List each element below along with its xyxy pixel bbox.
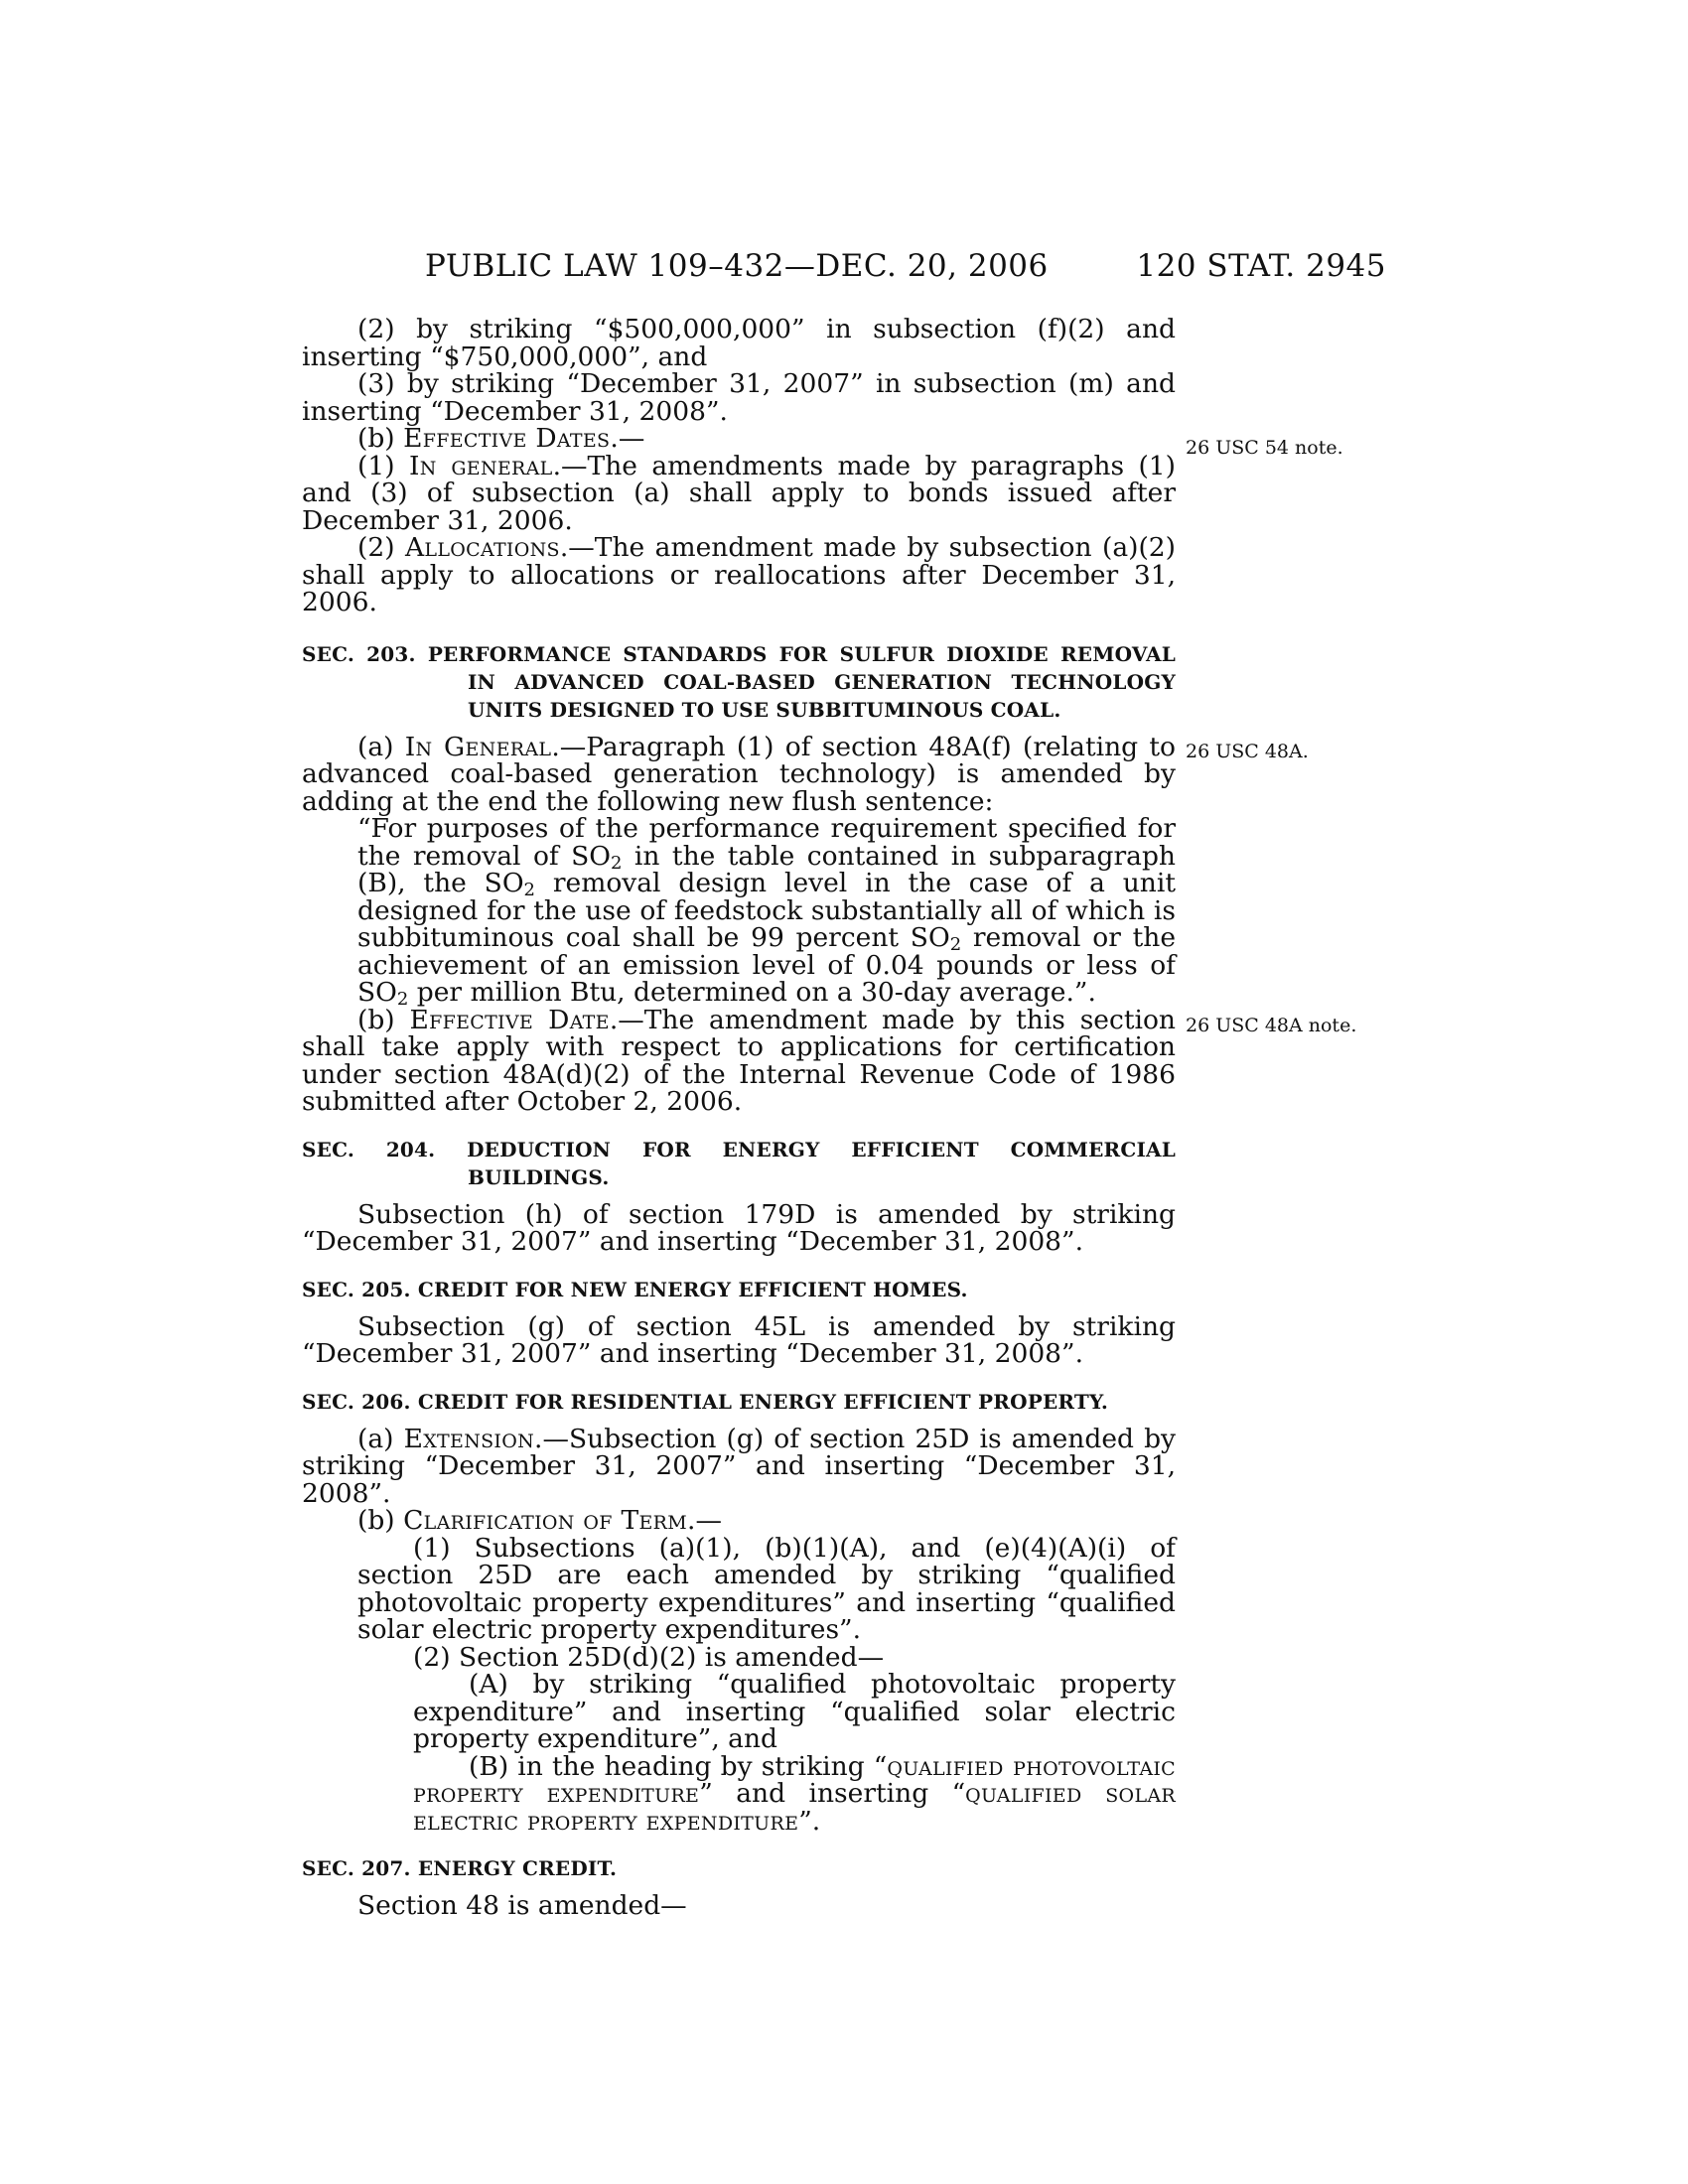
subsection-heading: Effective Dates [403, 423, 611, 454]
margin-note-54: 26 USC 54 note. [1186, 437, 1343, 459]
section-206-b2: (2) Section 25D(d)(2) is amended— [413, 1641, 885, 1673]
paragraph-2: (2) by striking “$500,000,000” in subsection (f)(2) and inserting “$750,000,000”, and [302, 314, 1176, 372]
section-207-text: Section 48 is amended— [357, 1890, 687, 1921]
flush-sentence-quote [302, 813, 1176, 1010]
subscript: 2 [949, 934, 962, 955]
subscript: 2 [611, 852, 623, 874]
section-205-text: Subsection (g) of section 45L is amended by striking “December 31, 2007” and inserting “December 31, 2008”. [302, 1310, 1176, 1369]
paragraph-text: .—The amendments made by paragraphs (1) and (3) of subsection (a) shall apply to bonds issued after December 31, 2006. [302, 450, 1177, 536]
dash: .— [687, 1505, 722, 1536]
paragraph-heading: In general [408, 450, 553, 481]
section-heading-206: SEC. 206. CREDIT FOR RESIDENTIAL ENERGY EFFICIENT PROPERTY. [302, 1389, 1109, 1414]
section-heading-207: SEC. 207. ENERGY CREDIT. [302, 1856, 618, 1880]
paragraph-b2 [302, 534, 1176, 616]
margin-note-48a: 26 USC 48A. [1186, 741, 1309, 762]
label: (a) [357, 731, 405, 762]
subsection-text: .—The amendment made by this section shall take apply with respect to applications for certification under section 48A(d)(2) of the Internal Revenue Code of 1986 submitted after October 2, 2006. [302, 1004, 1176, 1117]
heading-quote: qualified solar electric property expenditure [413, 1778, 1176, 1837]
label: (b) [357, 1004, 410, 1035]
text: (B) in the heading by striking “ [469, 1750, 888, 1782]
page-header [0, 248, 1688, 288]
subsection-text: .—Subsection (g) of section 25D is amended by striking “December 31, 2007” and inserting “December 31, 2008”. [302, 1423, 1177, 1509]
subsection-b-heading [302, 425, 1176, 453]
dash: .— [610, 423, 645, 454]
section-heading-204: SEC. 204. DEDUCTION FOR ENERGY EFFICIENT COMMERCIAL BUILDINGS. [302, 1137, 1176, 1189]
subscript: 2 [396, 989, 409, 1010]
section-206-a [302, 1423, 1177, 1509]
quote-text: removal design level in the case of a unit designed for the use of feedstock substantially all of which is subbituminous coal shall be 99 percent SO [357, 868, 1176, 953]
section-heading-203: SEC. 203. PERFORMANCE STANDARDS FOR SULFUR DIOXIDE REMOVAL IN ADVANCED COAL-BASED GENERATION TECHNOLOGY UNITS DESIGNED TO USE SUBBITUMINOUS COAL. [302, 641, 1176, 722]
text: ”. [798, 1805, 821, 1837]
section-203-b [302, 1004, 1176, 1117]
subsection-heading: Effective Date [409, 1004, 610, 1035]
section-heading-205: SEC. 205. CREDIT FOR NEW ENERGY EFFICIENT HOMES. [302, 1277, 968, 1301]
subscript: 2 [523, 880, 535, 900]
section-206-b2-A: (A) by striking “qualified photovoltaic property expenditure” and inserting “qualified solar electric property expenditure”, and [413, 1669, 1176, 1754]
statute-page-number: 120 STAT. 2945 [1136, 248, 1386, 284]
quote-text: per million Btu, determined on a 30-day average.”. [408, 977, 1096, 1008]
running-head-title: PUBLIC LAW 109–432—DEC. 20, 2006 [425, 248, 1049, 284]
margin-note-48a-note: 26 USC 48A note. [1186, 1015, 1357, 1036]
quote-text: removal or the achievement of an emission level of 0.04 pounds or less of SO [357, 922, 1176, 1008]
quote-text: “For purposes of the performance requirement specified for the removal of SO [357, 813, 1176, 872]
label: (1) [357, 450, 409, 481]
section-206-b1: (1) Subsections (a)(1), (b)(1)(A), and (e)(4)(A)(i) of section 25D are each amended by striking “qualified photovoltaic property expenditures” and inserting “qualified solar electric property expenditures”. [357, 1532, 1176, 1645]
section-204-text: Subsection (h) of section 179D is amended by striking “December 31, 2007” and inserting “December 31, 2008”. [302, 1198, 1176, 1257]
heading-quote: qualified photovoltaic property expenditure [413, 1750, 1176, 1809]
section-206-b [302, 1507, 1176, 1535]
subsection-heading: Extension [403, 1423, 535, 1454]
label: (2) [357, 532, 405, 563]
label: (a) [357, 1423, 404, 1454]
subsection-text: .—Paragraph (1) of section 48A(f) (relating to advanced coal-based generation technology) is amended by adding at the end the following new flush sentence: [302, 731, 1176, 817]
quote-text: in the table contained in subparagraph (B), the SO [357, 840, 1176, 898]
label: (b) [357, 1505, 404, 1536]
section-203-a [302, 731, 1176, 817]
section-206-b2-B [302, 1750, 1176, 1837]
subsection-heading: Clarification of Term [403, 1505, 688, 1536]
paragraph-text: .—The amendment made by subsection (a)(2) shall apply to allocations or reallocations after December 31, 2006. [302, 532, 1176, 617]
paragraph-3: (3) by striking “December 31, 2007” in subsection (m) and inserting “December 31, 2008”. [302, 368, 1176, 427]
document-body [302, 316, 1176, 1920]
paragraph-b1 [302, 450, 1177, 536]
text: ” and inserting “ [699, 1778, 966, 1809]
paragraph-heading: Allocations [404, 532, 560, 563]
subsection-heading: In General [404, 731, 552, 762]
label: (b) [357, 423, 404, 454]
